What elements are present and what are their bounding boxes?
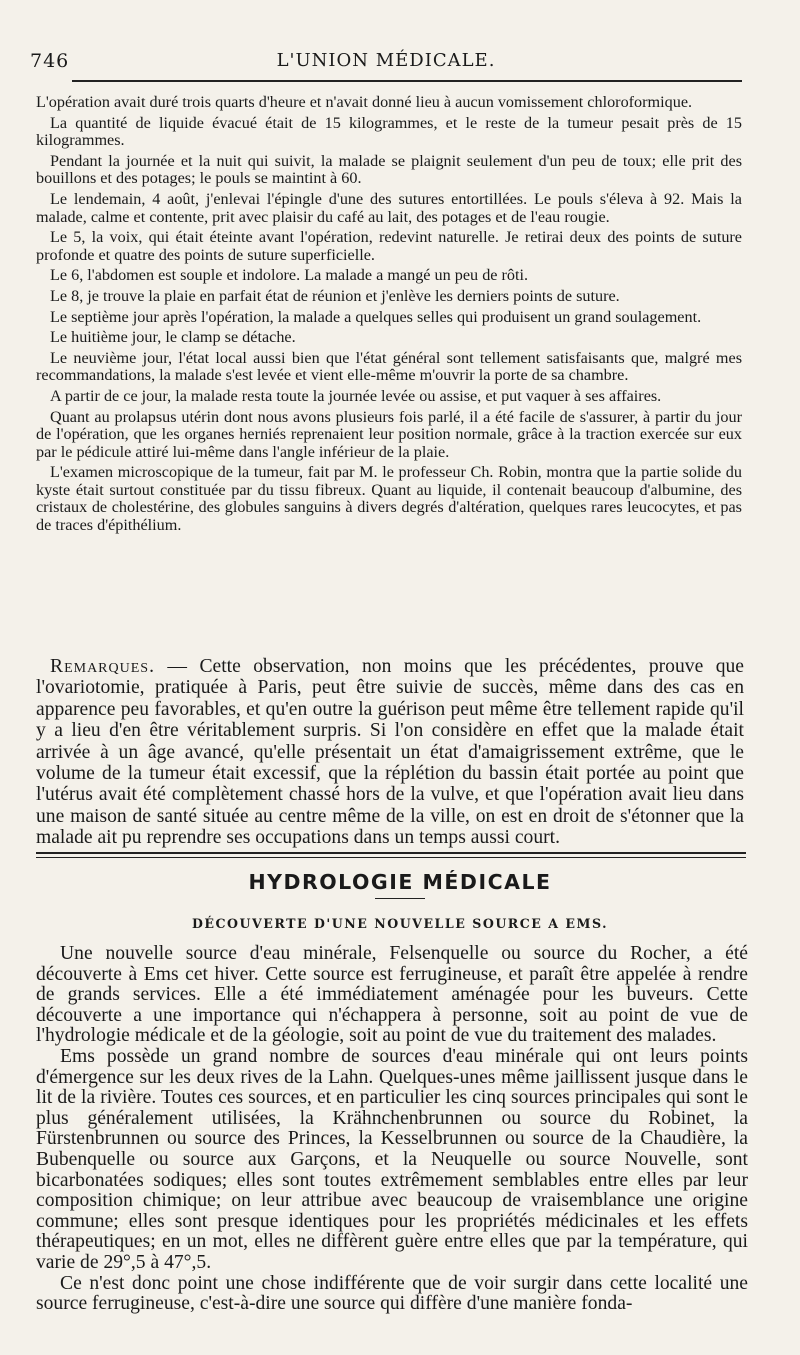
section-divider [36,852,746,858]
paragraph: Le neuvième jour, l'état local aussi bien que l'état général sont tellement satisfaisants que, malgré mes recommandations, la malade s'est levée et vient elle-même m'ouvrir la porte de sa chambre. [36,348,742,385]
remarks-text: — Cette observation, non moins que les précédentes, prouve que l'ovariotomie, pratiquée à Paris, peut être suivie de succès, même dans des cas en apparence peu favorables, et qu'en outre la guérison peut même être tellement rapide qu'il y a lieu d'en être véritablement surpris. Si l'on considère en effet que la malade était arrivée à un âge avancé, qu'elle présentait un état d'amaigrissement extrême, que le volume de la tumeur était excessif, que la réplétion du bassin était portée au point que l'utérus avait été complètement chassé hors de la vulve, et que l'opération avait lieu dans une maison de santé située au centre même de la ville, on est en droit de s'étonner que la malade ait pu reprendre ses occupations dans un temps aussi court. [36,656,744,849]
case-report-continuation [36,94,742,538]
paragraph: Le huitième jour, le clamp se détache. [50,328,296,347]
remarks-label: Remarques. [50,656,155,677]
paragraph: A partir de ce jour, la malade resta toute la journée levée ou assise, et put vaquer à ses affaires. [50,386,662,405]
paragraph: Ce n'est donc point une chose indifférente que de voir surgir dans cette localité une source ferrugineuse, c'est-à-dire une source qui diffère d'une manière fonda- [36,1272,748,1315]
paragraph: Le 5, la voix, qui était éteinte avant l'opération, redevint naturelle. Je retirai deux des points de suture profonde et quatre des points de suture superficielle. [36,228,742,264]
paragraph: Ems possède un grand nombre de sources d'eau minérale qui ont leurs points d'émergence sur les deux rives de la Lahn. Quelques-unes même jaillissent jusque dans le lit de la rivière. Toutes ces sources, et en particulier les cinq sources principales qui sont le plus généralement utilisées, la Krähnchenbrunnen ou source du Robinet, la Fürstenbrunnen ou source des Princes, la Kesselbrunnen ou source de la Chaudière, la Bubenquelle ou source aux Garçons, et la Neuquelle ou source Nouvelle, sont bicarbonatées sodiques; elles sont toutes extrêmement semblables entre elles par leur composition chimique; on leur attribue avec beaucoup de vraisemblance une origine commune; elles sont presque identiques pour les propriétés médicinales et les effets thérapeutiques; en un mot, elles ne diffèrent guère entre elles que par la température, qui varie de 29°,5 à 47°,5. [36,1045,748,1273]
paragraph: Quant au prolapsus utérin dont nous avons plusieurs fois parlé, il a été facile de s'assurer, à partir du jour de l'opération, que les organes herniés reprenaient leur position normale, grâce à la traction exercée sur eux par le pédicule attiré lui-même dans l'angle inférieur de la plaie. [36,407,742,461]
remarks-section [36,656,744,849]
page-number: 746 [30,50,70,72]
page-header [30,50,742,86]
title-underline [375,898,425,899]
paragraph: Pendant la journée et la nuit qui suivit, la malade se plaignit seulement d'un peu de toux; elle prit des bouillons et des potages; le pouls se maintint à 60. [36,151,742,188]
ems-article [36,944,748,1315]
section-title: HYDROLOGIE MÉDICALE [248,870,552,894]
header-rule [72,80,742,82]
paragraph: Le lendemain, 4 août, j'enlevai l'épingle d'une des sutures entortillées. Le pouls s'éleva à 92. Mais la malade, calme et contente, prit avec plaisir du café au lait, des potages et de l'eau rougie. [36,189,742,226]
section-heading [0,870,800,899]
paragraph: Le septième jour après l'opération, la malade a quelques selles qui produisent un grand soulagement. [50,307,702,326]
running-title: L'UNION MÉDICALE. [276,50,496,71]
paragraph: Une nouvelle source d'eau minérale, Felsenquelle ou source du Rocher, a été découverte à Ems cet hiver. Cette source est ferrugineuse, et paraît être appelée à rendre de grands services. Elle a été immédiatement aménagée pour les buveurs. Cette découverte a une importance qui n'échappera à personne, soit au point de vue de l'hydrologie médicale et de la géologie, soit au point de vue du traitement des malades. [36,943,748,1047]
paragraph: Le 6, l'abdomen est souple et indolore. La malade a mangé un peu de rôti. [50,266,529,285]
paragraph: L'examen microscopique de la tumeur, fait par M. le professeur Ch. Robin, montra que la partie solide du kyste était surtout constituée par du tissu fibreux. Quant au liquide, il contenait beaucoup d'albumine, des cristaux de cholestérine, des globules sanguins à divers degrés d'altération, quelques rares leucocytes, et pas de traces d'épithélium. [36,463,742,535]
subsection-heading: DÉCOUVERTE D'UNE NOUVELLE SOURCE A EMS. [192,916,608,931]
remarks-paragraph [36,656,744,849]
paragraph: Le 8, je trouve la plaie en parfait état de réunion et j'enlève les derniers points de suture. [50,286,620,305]
paragraph: L'opération avait duré trois quarts d'heure et n'avait donné lieu à aucun vomissement chloroformique. [36,93,693,111]
paragraph: La quantité de liquide évacué était de 15 kilogrammes, et le reste de la tumeur pesait près de 15 kilogrammes. [36,113,742,150]
